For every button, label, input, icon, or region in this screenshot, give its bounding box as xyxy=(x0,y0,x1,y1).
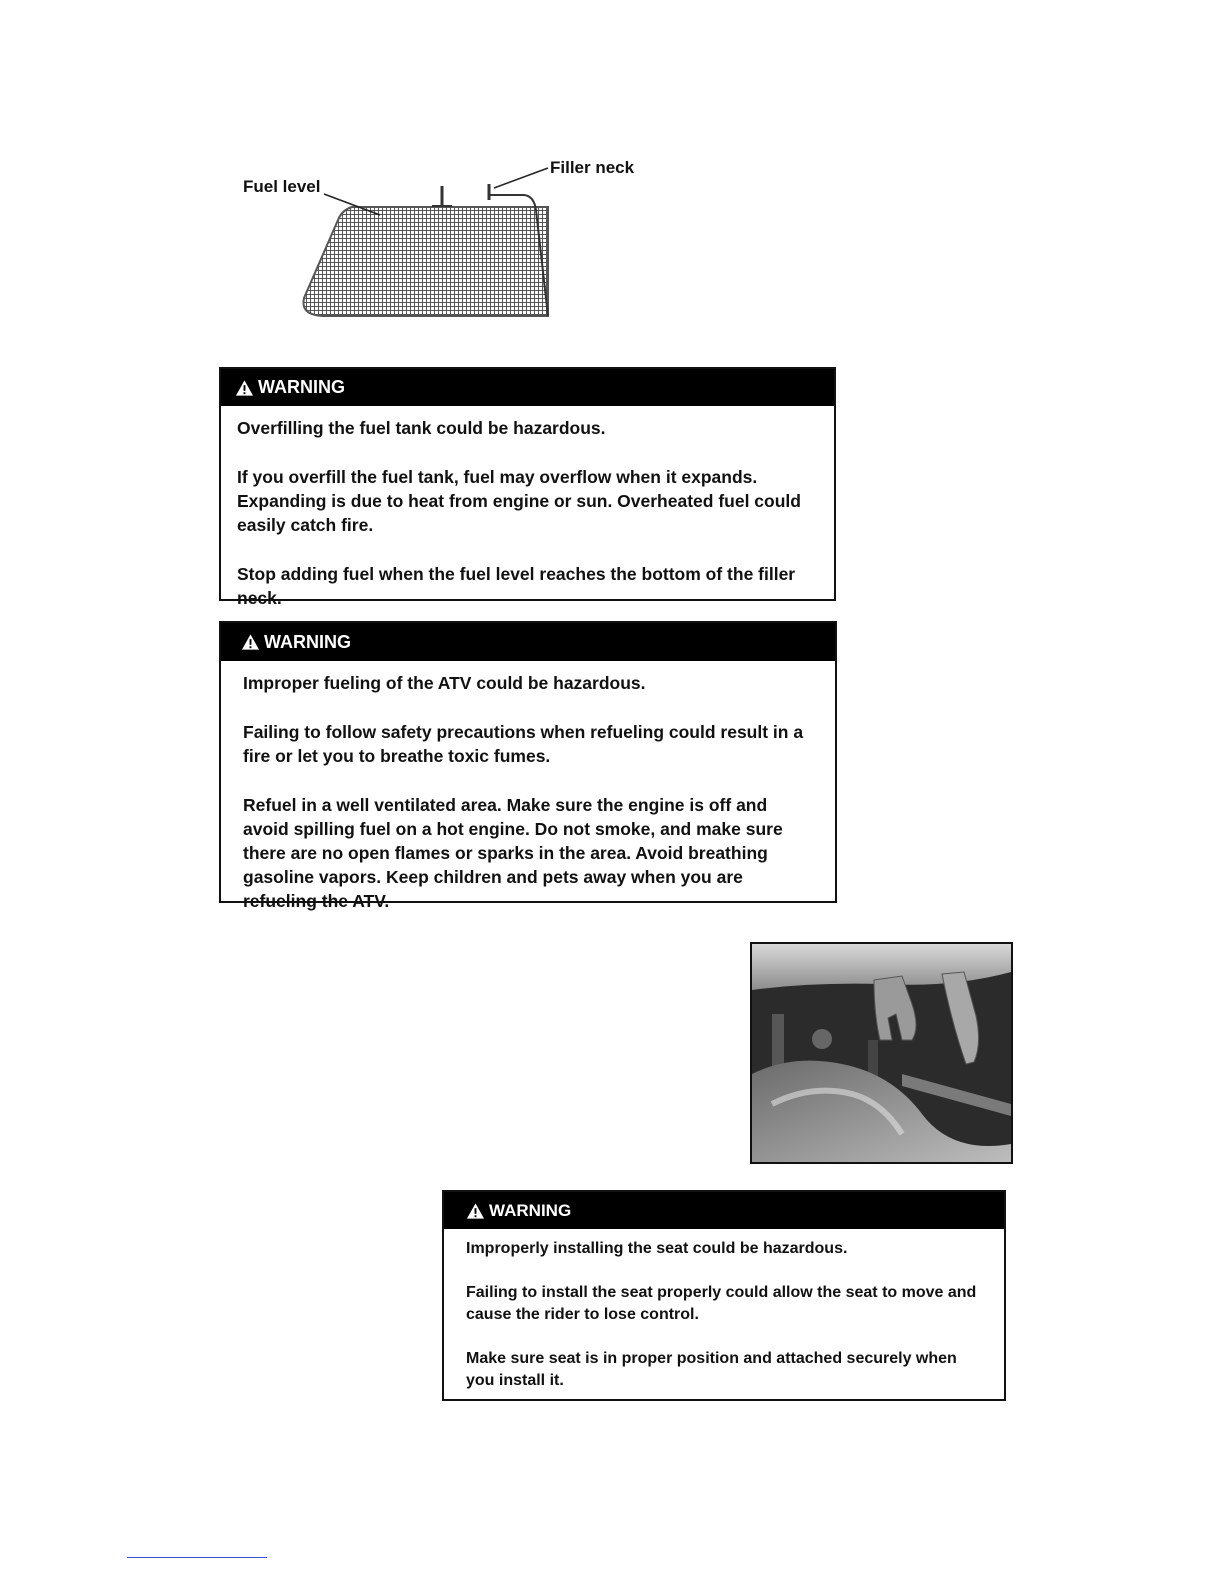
warning-paragraph: Failing to follow safety precautions when refueling could result in a fire or let you to breathe toxic fumes. xyxy=(243,722,804,766)
warning-body xyxy=(444,1229,1004,1393)
warning-header xyxy=(444,1192,1004,1229)
warning-paragraph: Failing to install the seat properly could allow the seat to move and cause the rider to lose control. xyxy=(466,1283,977,1323)
warning-header-text: WARNING xyxy=(489,1200,572,1220)
fuel-level-label: Fuel level xyxy=(243,177,321,196)
warning-paragraph: Stop adding fuel when the fuel level reaches the bottom of the filler neck. xyxy=(237,564,796,608)
warning-box-seat-installation xyxy=(442,1190,1006,1401)
filler-neck-label: Filler neck xyxy=(550,158,635,177)
seat-mount-photo xyxy=(750,942,1013,1164)
warning-triangle-icon xyxy=(235,379,254,397)
warning-box-overfilling xyxy=(219,367,836,608)
footer-link-underline[interactable] xyxy=(127,1557,267,1558)
warning-paragraph: Make sure seat is in proper position and attached securely when you install it. xyxy=(466,1349,957,1389)
warning-header-text: WARNING xyxy=(264,631,351,652)
warning-paragraph: Overfilling the fuel tank could be hazardous. xyxy=(237,418,606,438)
warning-box-improper-fueling xyxy=(219,621,837,911)
warning-body xyxy=(221,406,834,610)
warning-body xyxy=(221,661,835,913)
warning-header-text: WARNING xyxy=(258,377,345,397)
warning-header xyxy=(221,623,835,661)
warning-paragraph: Improperly installing the seat could be hazardous. xyxy=(466,1240,848,1257)
warning-triangle-icon xyxy=(466,1202,485,1220)
warning-triangle-icon xyxy=(241,633,260,651)
warning-header xyxy=(221,369,834,406)
warning-paragraph: If you overfill the fuel tank, fuel may overflow when it expands. Expanding is due to heat from engine or sun. Overheated fuel could easily catch fire. xyxy=(237,467,801,535)
fuel-tank-diagram xyxy=(230,150,650,325)
fuel-tank-body xyxy=(304,207,549,316)
warning-paragraph: Improper fueling of the ATV could be hazardous. xyxy=(243,673,646,693)
warning-paragraph: Refuel in a well ventilated area. Make sure the engine is off and avoid spilling fuel on a hot engine. Do not smoke, and make sure there are no open flames or sparks in the area. Avoid breathing gasoline vapors. Keep children and pets away when you are refueling the ATV. xyxy=(243,795,783,911)
